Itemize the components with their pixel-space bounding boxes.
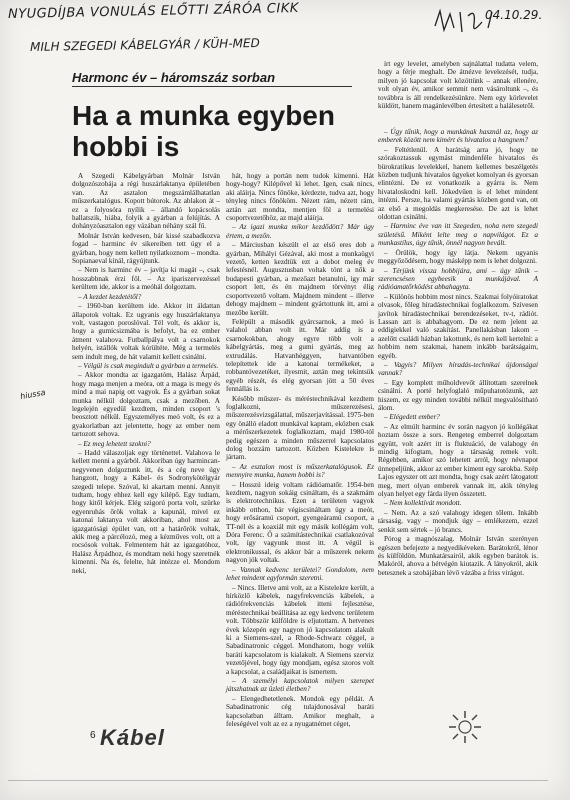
col3-paragraph: – Elégedett ember? xyxy=(384,413,440,422)
col2-paragraph: – Hosszú ideig voltam rádióamatőr. 1954-ben kezdtem, nagyon sokáig csináltam, és a szakmám is elektrotechnikus. Ezen a területen vagyok inkább otthon, bár végiscsináltam ügy a meót, hogy erősáramú csoport, gyengeáramú csoport, a TT-nél és a koaxiál mit egy másik kollégám volt, Dóra Ferenc. Ő a számítástechnikai csatlakozóval volt, így vagyunk most itt. A végül is elektronikussal, és akkor bár a műszerek nekem nagyon jók voltak. xyxy=(226,480,374,565)
col2-paragraph: Felépült a második gyárcsarnok, a meó is valahol abban volt itt. Már addig is a csarnokokban, ahogy egyre több volt a kábelgyártás, meg a gumi gyártás, meg az extrudálás. Hatvanhéggyen, hatvantöben telepítettek ide a katonai termékeket, a robbantóvezetéket, ilyesmit, aztán meg tekintsük egyéb részét, és elég gyorsan jött a 50 éves fennállás is. xyxy=(226,317,374,394)
handwritten-date: 04.10.29. xyxy=(485,8,543,22)
col3-paragraph: – Nem kollektívát mondott. xyxy=(384,499,462,508)
col1-paragraph: A Szegedi Kábelgyárban Molnár István dolgozószobája a régi huszárlaktanya épületében van. Az asztalon megszámlálhatatlan műszerkatalógus. Kopott bútorok. Az ablakon át – ez a folyosóra nyílik – állandó kopácsolás hallatszik, hiába, folyik a gyárban a felújítás. A dohányzóasztalon egy vázában néhány szál fű. xyxy=(72,172,220,231)
margin-handwriting: hiussa xyxy=(19,387,47,402)
col3-paragraph: – Úgy tűnik, hogy a munkának használ az, hogy az emberek között nem kimért és hivatalos a hangnem? xyxy=(378,128,538,145)
page-edge xyxy=(8,780,548,781)
col2-paragraph: hát, hogy a portán nem tudok kimenni. Hát hogy-hogy? Kilépővel ki lehet. Igen, csak nincs, aki aláírja. Nincs főnöke, kérdezte, tudva azt, hogy tényleg nincs főnököm. Nézett rám, nézett rám, aztán azt mondta, mentjen föl a termelési csoportvezetőhöz, az majd aláírja. xyxy=(226,172,374,223)
col1-paragraph: – Hadd válaszoljak egy történettel. Valahova le kellett menni a gyárból. Akkoriban úgy harmincan-negyvenen dolgoztunk itt, és a cég neve úgy hangzott, hogy a Kábel- és Sodronykötélgyár szegedi telepe. Szóval, ki akartam menni. Annyit tudtam, hogy ehhez kell egy kilépő. Egy tudtam, hogy kitől kérjek. Elég szigorú porta volt, szürke egyenruhás őrök voltak a kapunál, mivel ez katonai laktanya volt akkoriban, ahol most az igazgatósági épület van, ott a határőrök voltak, akik meg a párcélozó, meg a kézműves volt, ott a rocsósok voltak. Felmentem hát az igazgatóhoz, Halász Árpádhoz, és mondtam neki hogy szeretnék kimenni. Na és, felelte, hát intézze el. Mondom nekí, xyxy=(72,449,220,575)
sun-emblem-icon xyxy=(448,710,482,744)
col2-paragraph: – Márciusban készült el az első eres dob a gyárban, Mihályi Gézával, aki most a munkaügyi vezető, ketten kezdtük ezt a dobot meleg év lefestésnél. Augusztusban voltak tönt a nők a budapesti gyárban, a mezőazt betanulni, így már csoport lett, és én majdnem törvényt élig csoportvezető voltam. Majdnem mindent – illetve dehogy majdnem – mindent gyártottunk itt, ami a mezőbe került. xyxy=(226,241,374,317)
col2-paragraph: – Nincs. Illetve ami volt, az a Kistelekre került, a hírközlő kábelek, nagyfrekvenciás kábelek, a rádiófrekvenciás kábelek itteni fejlesztése, méréstechnikai beállítása az egy kedvenc területem volt. Többször külföldre is eljutottam. A hetvenes évek közepén egy nagyon jó kapcsolatom alakult ki a Siemens-szel, a Rhode-Schwarz céggel, a Sabadinatronic céggel. Mondhatom, hogy velük baráti kapcsolatom is kialakult. A Siemens szerviz vezetőjével, hogy úgy mondjam, egész szoros volt a kapcsolat, a családjaikat is ismertem. xyxy=(226,583,374,676)
headline-line-1: Ha a munka egyben xyxy=(72,100,335,131)
handwritten-note-top: NYUGDÍJBA VONULÁS ELŐTTI ZÁRÓA CIKK xyxy=(7,0,299,23)
kicker-rule xyxy=(72,86,352,87)
page-number: 6 xyxy=(90,730,96,741)
headline xyxy=(72,100,335,162)
article-column-1 xyxy=(72,172,220,576)
handwritten-note-second: MILH SZEGEDI KÁBELGYÁR / KÜH-MED xyxy=(29,35,260,55)
col1-paragraph: Molnár István kedvesen, bár kissé szabadkozva fogad – harminc év sikereiben tett úgy el a gyárban, hogy nem kellett nyilatkoznom – mondta. Sopianaeval kínál, rágyújtunk. xyxy=(72,231,220,266)
col1-paragraph: – A kezdet kezdetétől? xyxy=(78,292,142,301)
col3-paragraph: – Feltétlenül. A barátság arra jó, hogy ne szórakoztassuk egymást mindenféle hivatalos és bürokratikus levelekkel, hanem kellemes beszélgetés közben tudjunk hivatalos ügyeket komolyan és gyorsan elintézni. De ez vonatkozik a gyárra is. Nem hivataloskodni kell. Jókedvűen is el lehet mindent intézni. Persze, ha valami gyártás közben gond van, ott az első a megoldás megkeresése. De azt is lehet oldottan csinálni. xyxy=(378,145,538,222)
col2-paragraph: – Az esztalon most is műszerkatalógusok. Ez mennyire munka, hanem hobbi is? xyxy=(226,462,374,480)
col1-paragraph: – Nem is harminc év – javítja ki magát –, csak hosszabbnak érzi föl. – Az ipariszervezéssel kerültem ide, akkor is a meóhál dolgoztam. xyxy=(72,266,220,292)
col1-paragraph: – Ez meg lehetett szokni? xyxy=(78,439,151,448)
col2-paragraph: – Elengedhetetlenek. Mondok egy példát. A Sabadinatronic cég tulajdonosával baráti kapcsolatban álltam. Amikor meghalt, a feleségével volt az ez a nyugatnémet céget, xyxy=(226,694,374,728)
col3-paragraph: – Különös hobbim most nincs. Szakmai folyóiratokat olvasok, főleg híradástechnikai foglalkozom. Szívesen javítok híradástechnikai berendezéseket, tv-t, rádiót. Lassan azt is abbahagyom. De ez nem jelent az eddigiekkel való szakítást. Panellakásban lakom – azelőtt családi házban lakottunk, és nem kell kertelni: a hobbim nem szakmai, hanem inkább barátságaim, egyéb. xyxy=(378,292,538,360)
col1-paragraph: – Akkor mondta az igazgatóm, Halász Árpád, hogy maga menjen a meóra, ott a maga is megy és mind a mai napig ott vagyok. És a gyárban sokat munka nélkül dolgoztam, csak a mezőben. A legelején egyedül kezdtem, minden csoport 's beosztott nélkül. Egyszemélyes meó volt, és ez a gyakorlatban azt jelentette, hogy az ember nem tartozott sehova. xyxy=(72,371,220,439)
col3-paragraph: írt egy levelet, amelyben sajnálattal tudatta velem, hogy a férje meghalt. De átnézve levelezését, tudja, milyen jó kapcsolat volt közöttünk – annak ellenére, volt olyan év, amikor semmit nem vásároltunk –, és továbbra is áll rendelkezésünkre. Nem egy körlevelet küldött, hanem magánlevélben értesített a halálesetről. xyxy=(378,60,538,111)
col3-paragraph: – Térjünk vissza hobbijára, ami – úgy tűnik – szerencsésen egybeesik a munkájával. A rádióamatőrködést abbahagyta. xyxy=(378,266,538,292)
col1-paragraph: – 1960-ban kerültem ide. Akkor itt áldattan állapotok voltak. Ez ugyanis egy huszárlaktanya volt, vastagon poroslóval. Tél volt, és akkor is, hogy a gumicsizmába is befolyt, ha ez ember átment valahova. Futballpálya volt a csarnokok helyén, istállók voltak kórültéte. Még a termelés sem indult meg, de hát valamit kellett csinálni. xyxy=(72,302,220,361)
article-column-3 xyxy=(378,128,538,578)
article-column-3-top xyxy=(378,60,538,111)
col2-paragraph: – Vannak kedvenc területei? Gondolom, nem lehet mindent egyformán szeretni. xyxy=(226,565,374,583)
article-column-2 xyxy=(226,172,374,729)
col3-paragraph: – Vagyis? Milyen híradás-technikai újdonságai vannak? xyxy=(378,360,538,378)
col3-paragraph: – Nem. Az a szó valahogy idegen tőlem. Inkább társaság, vagy – mondjuk úgy – emlékezem, ezzel senkit sem sértek – jó brancs. xyxy=(378,508,538,534)
col2-paragraph: – A személyi kapcsolatok milyen szerepet játszhatnak az üzleti életben? xyxy=(226,676,374,694)
kicker-line: Harmonc év – háromszáz sorban xyxy=(72,70,276,85)
col3-paragraph: – Az elmúlt harminc év során nagyon jó kollégákat hoztam össze a sors. Rengeteg emberrel dolgoztam együtt, volt azért itt is fluktuáció, de valahogy én mindig kifogtam, hogy a társaság remek volt. Régebben, amikor szó lehetett arról, hogy névnapot ünnepeljünk, akkor az ember kiment egy sarokba. Szép Lajos egyszer ott azt mondta, hogy csak azért látogatott meg, mert olyan emberek vannak itt, akik tényleg olyan helyet egy fárda ilyen összetett. xyxy=(378,422,538,499)
col1-paragraph: – Vélgül is csak megindult a gyárban a termelés. xyxy=(78,361,219,370)
col2-paragraph: Később műszer- és méréstechnikával kezdtem foglalkozni, műszerezésesi, műszerezésvizsgálattal, műszerjavítással. 1975-ben egy önálló eladott munkával kaptam, eközben csak a mérőszerkezetek foglalkoztam, majd 1980-tól pedig egészen a minden műszerrel kapcsolatos dolog hozzám tartozott. Közben Kistelekre is jártam. xyxy=(226,394,374,462)
col3-paragraph: – Harminc éve van itt Szegeden, noha nem szegedi születésű. Miként lelte meg a napvilágot. Ez a munkastílus, úgy tűnik, önnél nagyon bevált. xyxy=(378,222,538,248)
kabel-logo: Kábel xyxy=(100,725,165,750)
col3-paragraph: – Egy komplett műholdvevőt állítottam szerelnek csinálni. A porté helyfoglaló műpuhatotózunk, azt hiszem, ez egy minden további nélkül megvalósítható álom. xyxy=(378,378,538,412)
col2-paragraph: – Az igazi munka mikor kezdődött? Már úgy értem, a mezőn. xyxy=(226,223,374,240)
headline-line-2: hobbi is xyxy=(72,131,180,162)
col3-paragraph: – Örülök, hogy így látja. Nekem ugyanis meggyőződésem, hogy másképp nem is lehet dolgozni. xyxy=(378,248,538,266)
col3-paragraph: Pórog a magnószalag. Molnár István szerényen egészen befejezte a negyedikéveken. Barátokról, lénor és külföldön. Munkatársairól, akik egyben barátok is. Makóról, ahova a hétvégén kiutazik. A lányokról, akik betesznek a szobájában lévő vázába a friss virágot. xyxy=(378,535,538,577)
